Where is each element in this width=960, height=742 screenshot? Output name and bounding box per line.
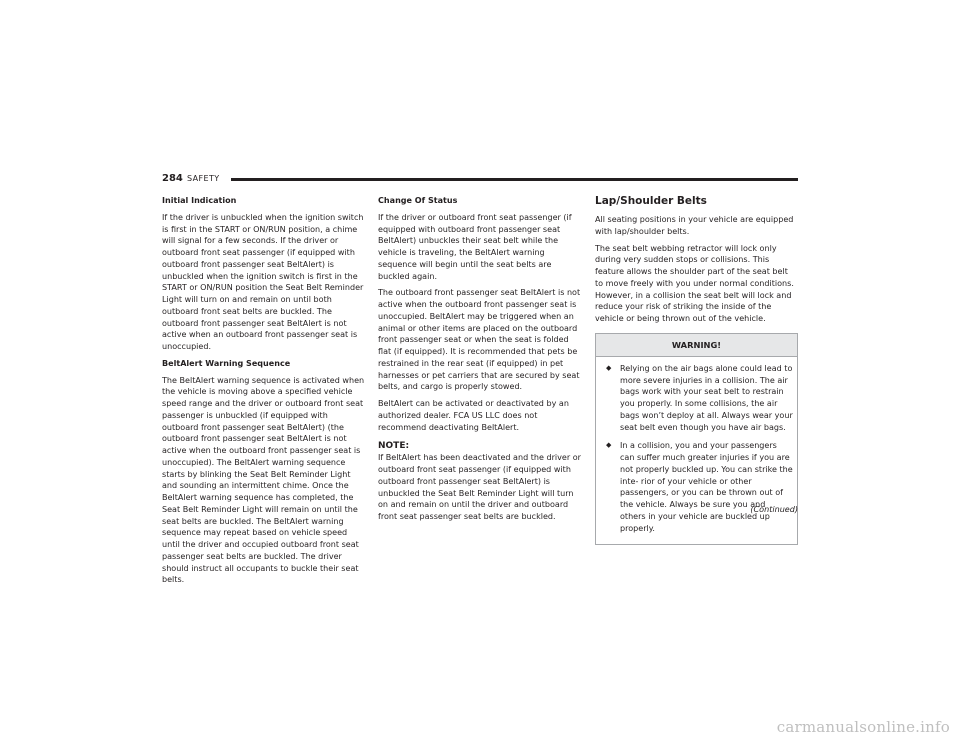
warning-body [596,357,797,545]
warning-item [606,440,793,534]
paragraph: If the driver or outboard front seat passenger (if equipped with outboard front passenger seat BeltAlert) unbuckles their seat belt while the vehicle is traveling, the BeltAlert warning sequence will begin until the seat belts are buckled again. [378,212,572,281]
column-middle [378,195,581,528]
heading-lap-shoulder-belts: Lap/Shoulder Belts [595,195,707,207]
note-text: If BeltAlert has been deactivated and the driver or outboard front seat passenger (if equipped with outboard front passenger seat BeltAlert) is unbuckled the Seat Belt Reminder Light will turn on and remain on until the driver and outboard front seat passenger seat belts are buckled. [378,453,581,521]
paragraph: The BeltAlert warning sequence is activated when the vehicle is moving above a specified vehicle speed range and the driver or outboard front seat passenger is unbuckled (if equipped with outboard front passenger seat BeltAlert) (the outboard front passenger seat BeltAlert is not active when the outboard front passenger seat is unoccupied). The BeltAlert warning sequence starts by blinking the Seat Belt Reminder Light and sounding an intermittent chime. Once the BeltAlert warning sequence has completed, the Seat Belt Reminder Light will remain on until the seat belts are buckled. The BeltAlert warning sequence may repeat based on vehicle speed until the driver and occupied outboard front seat passenger seat belts are buckled. The driver should instruct all occupants to buckle their seat belts. [162,375,365,585]
paragraph: The seat belt webbing retractor will lock only during very sudden stops or collisions. This feature allows the shoulder part of the seat belt to move freely with you under normal conditions. However, in a collision the seat belt will lock and reduce your risk of striking the inside of the vehicle or being thrown out of the vehicle. [595,243,794,323]
section-title: SAFETY [187,174,220,183]
continued-label: (Continued) [750,505,798,514]
bullet-icon: ◆ [606,441,612,450]
warning-item [606,363,793,434]
page-number: 284 [162,173,183,184]
page-header [162,172,798,186]
paragraph: BeltAlert can be activated or deactivated by an authorized dealer. FCA US LLC does not recommend deactivating BeltAlert. [378,399,569,432]
header-rule [231,178,798,181]
warning-item-text: In a collision, you and your passengers can suffer much greater injuries if you are not properly buckled up. You can strike the inte- rior of your vehicle or other passengers, or you can be thrown out of the vehicle. Always be sure you and others in your vehicle are buckled up properly. [620,441,793,533]
heading-beltalert-warning-sequence: BeltAlert Warning Sequence [162,358,291,368]
column-left [162,195,365,591]
paragraph: All seating positions in your vehicle are equipped with lap/shoulder belts. [595,215,794,236]
paragraph: If the driver is unbuckled when the ignition switch is first in the START or ON/RUN position, a chime will signal for a few seconds. If the driver or outboard front seat passenger (if equipped with outboard front passenger seat BeltAlert) is unbuckled when the ignition switch is first in the START or ON/RUN position the Seat Belt Reminder Light will turn on and remain on until both outboard front seat belts are buckled. The outboard front passenger seat BeltAlert is not active when an outboard front passenger seat is unoccupied. [162,212,364,351]
heading-initial-indication: Initial Indication [162,196,237,205]
heading-change-of-status: Change Of Status [378,196,458,205]
warning-item-text: Relying on the air bags alone could lead to more severe injuries in a collision. The air bags work with your seat belt to restrain you properly. In some collisions, the air bags won’t deploy at all. Always wear your seat belt even though you have air bags. [620,363,793,432]
paragraph: The outboard front passenger seat BeltAlert is not active when the outboard front passenger seat is unoccupied. BeltAlert may be triggered when an animal or other items are placed on the outboard front passenger seat or when the seat is folded flat (if equipped). It is recommended that pets be restrained in the rear seat (if equipped) in pet harnesses or pet carriers that are secured by seat belts, and cargo is properly stowed. [378,288,581,392]
note-label: NOTE: [378,441,410,452]
bullet-icon: ◆ [606,363,612,372]
column-right [595,195,798,545]
warning-title: WARNING! [596,334,797,357]
watermark-text: carmanualsonline.info [776,718,950,736]
